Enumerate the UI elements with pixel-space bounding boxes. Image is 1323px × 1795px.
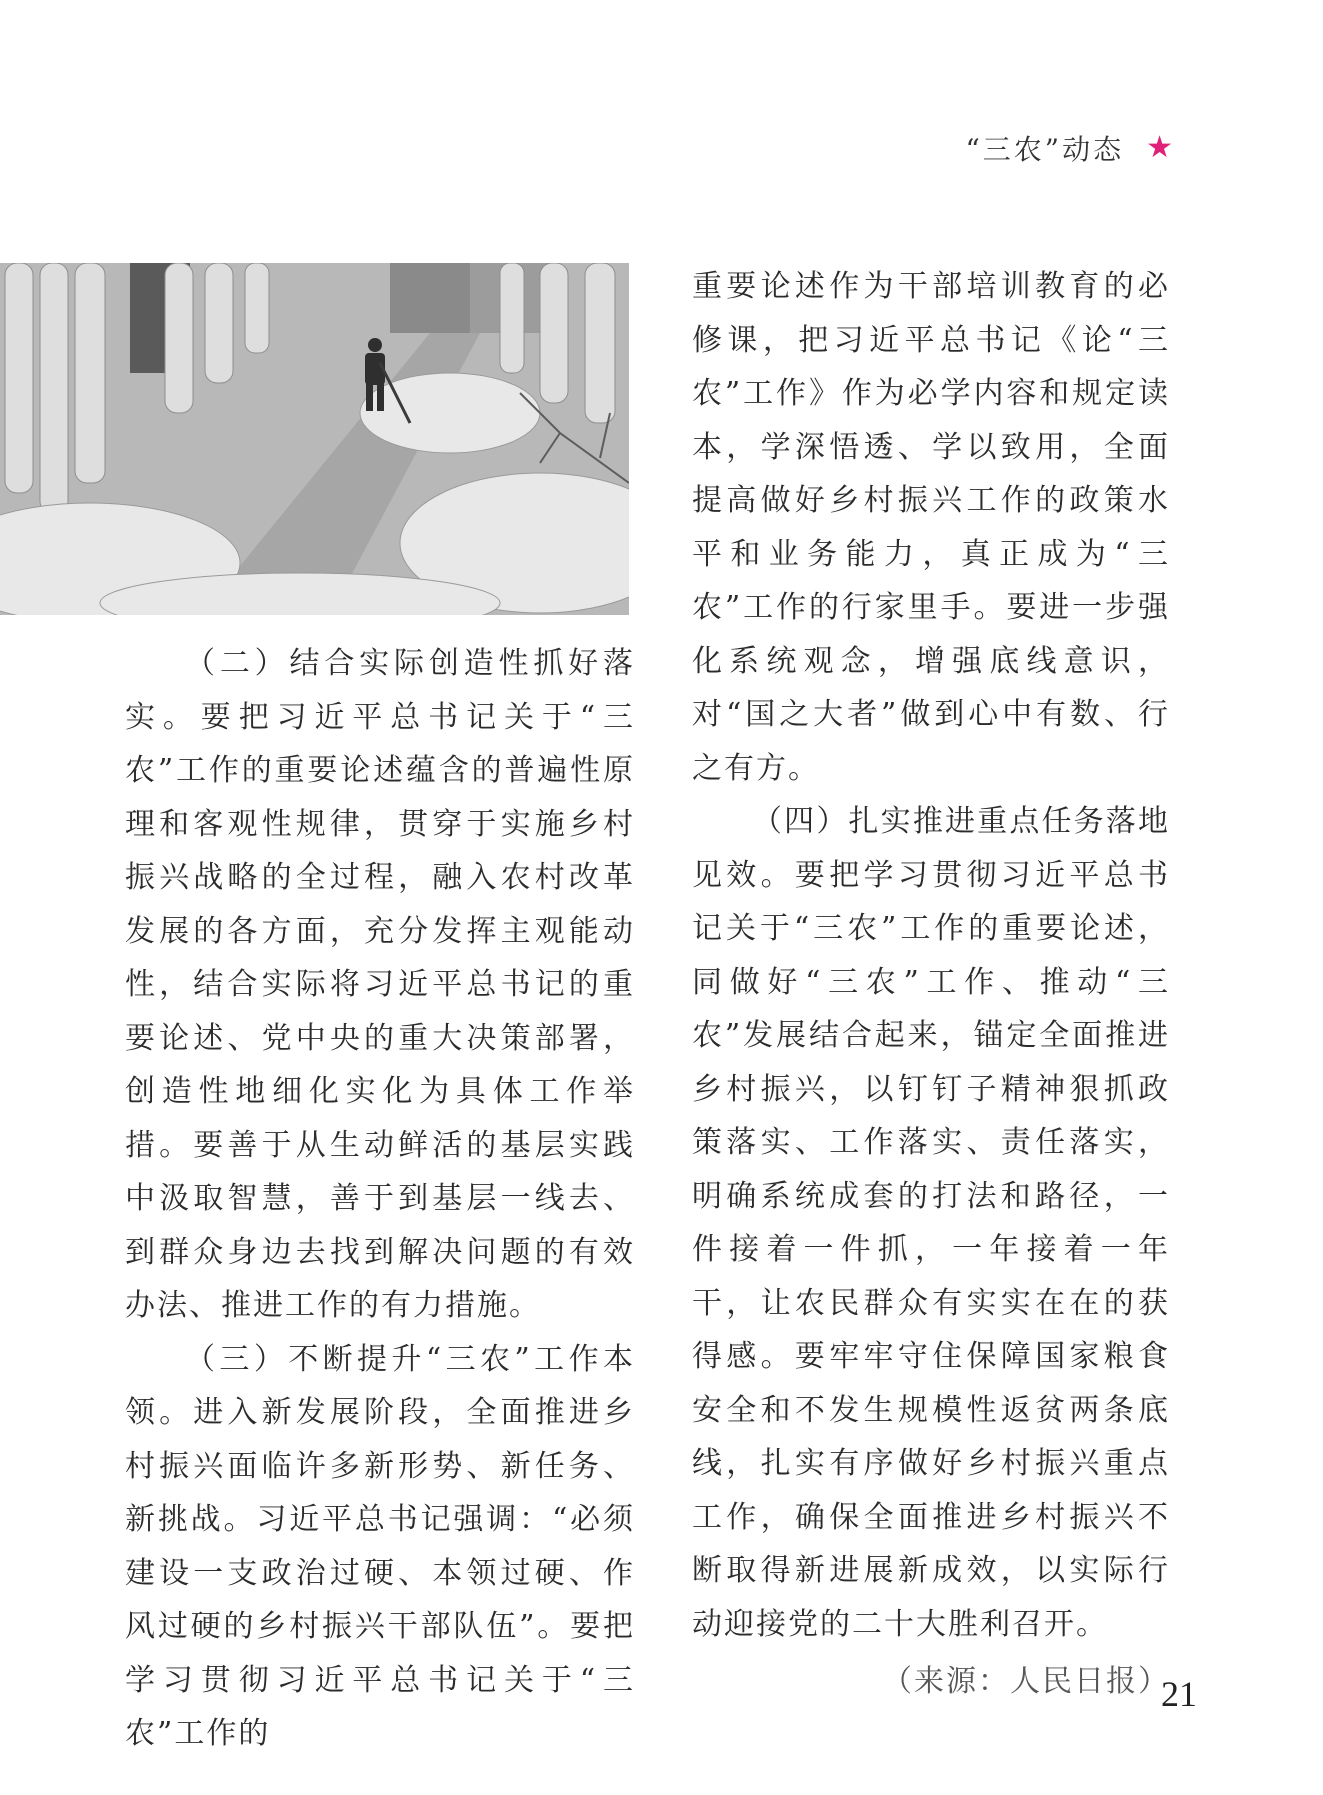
paragraph-4: （四）扎实推进重点任务落地见效。要把学习贯彻习近平总书记关于“三农”工作的重要论述，同做好“三农”工作、推动“三农”发展结合起来，锚定全面推进乡村振兴，以钉钉子精神狠抓政策落实、工作落实、责任落实，明确系统成套的打法和路径，一件接着一件抓，一年接着一年干，让农民群众有实实在在的获得感。要牢牢守住保障国家粮食安全和不发生规模性返贫两条底线，扎实有序做好乡村振兴重点工作，确保全面推进乡村振兴不断取得新进展新成效，以实际行动迎接党的二十大胜利召开。 [692,804,1170,1642]
paragraph-3: （三）不断提升“三农”工作本领。进入新发展阶段，全面推进乡村振兴面临许多新形势、新任务、新挑战。习近平总书记强调：“必须建设一支政治过硬、本领过硬、作风过硬的乡村振兴干部队伍”。要把学习贯彻习近平总书记关于“三农”工作的 [125,1341,635,1751]
page-number: 21 [1161,1674,1197,1714]
left-text-column [125,637,635,1761]
paragraph-2: （二）结合实际创造性抓好落实。要把习近平总书记关于“三农”工作的重要论述蕴含的普遍性原理和客观性规律，贯穿于实施乡村振兴战略的全过程，融入农村改革发展的各方面，充分发挥主观能动性，结合实际将习近平总书记的重要论述、党中央的重大决策部署，创造性地细化实化为具体工作举措。要善于从生动鲜活的基层实践中汲取智慧，善于到基层一线去、到群众身边去找到解决问题的有效办法、推进工作的有力措施。 [125,646,635,1323]
photo-illustration [0,263,629,615]
corn-drying-photo [0,263,629,615]
star-icon: ★ [1146,130,1173,165]
running-header [965,128,1173,168]
paragraph-3-continued: 重要论述作为干部培训教育的必修课，把习近平总书记《论“三农”工作》作为必学内容和规定读本，学深悟透、学以致用，全面提高做好乡村振兴工作的政策水平和业务能力，真正成为“三农”工作的行家里手。要进一步强化系统观念，增强底线意识，对“国之大者”做到心中有数、行之有方。 [692,269,1170,786]
right-text-column [692,260,1170,1709]
source-credit: （来源：人民日报） [882,1664,1170,1699]
section-title: “三农”动态 [965,133,1125,166]
